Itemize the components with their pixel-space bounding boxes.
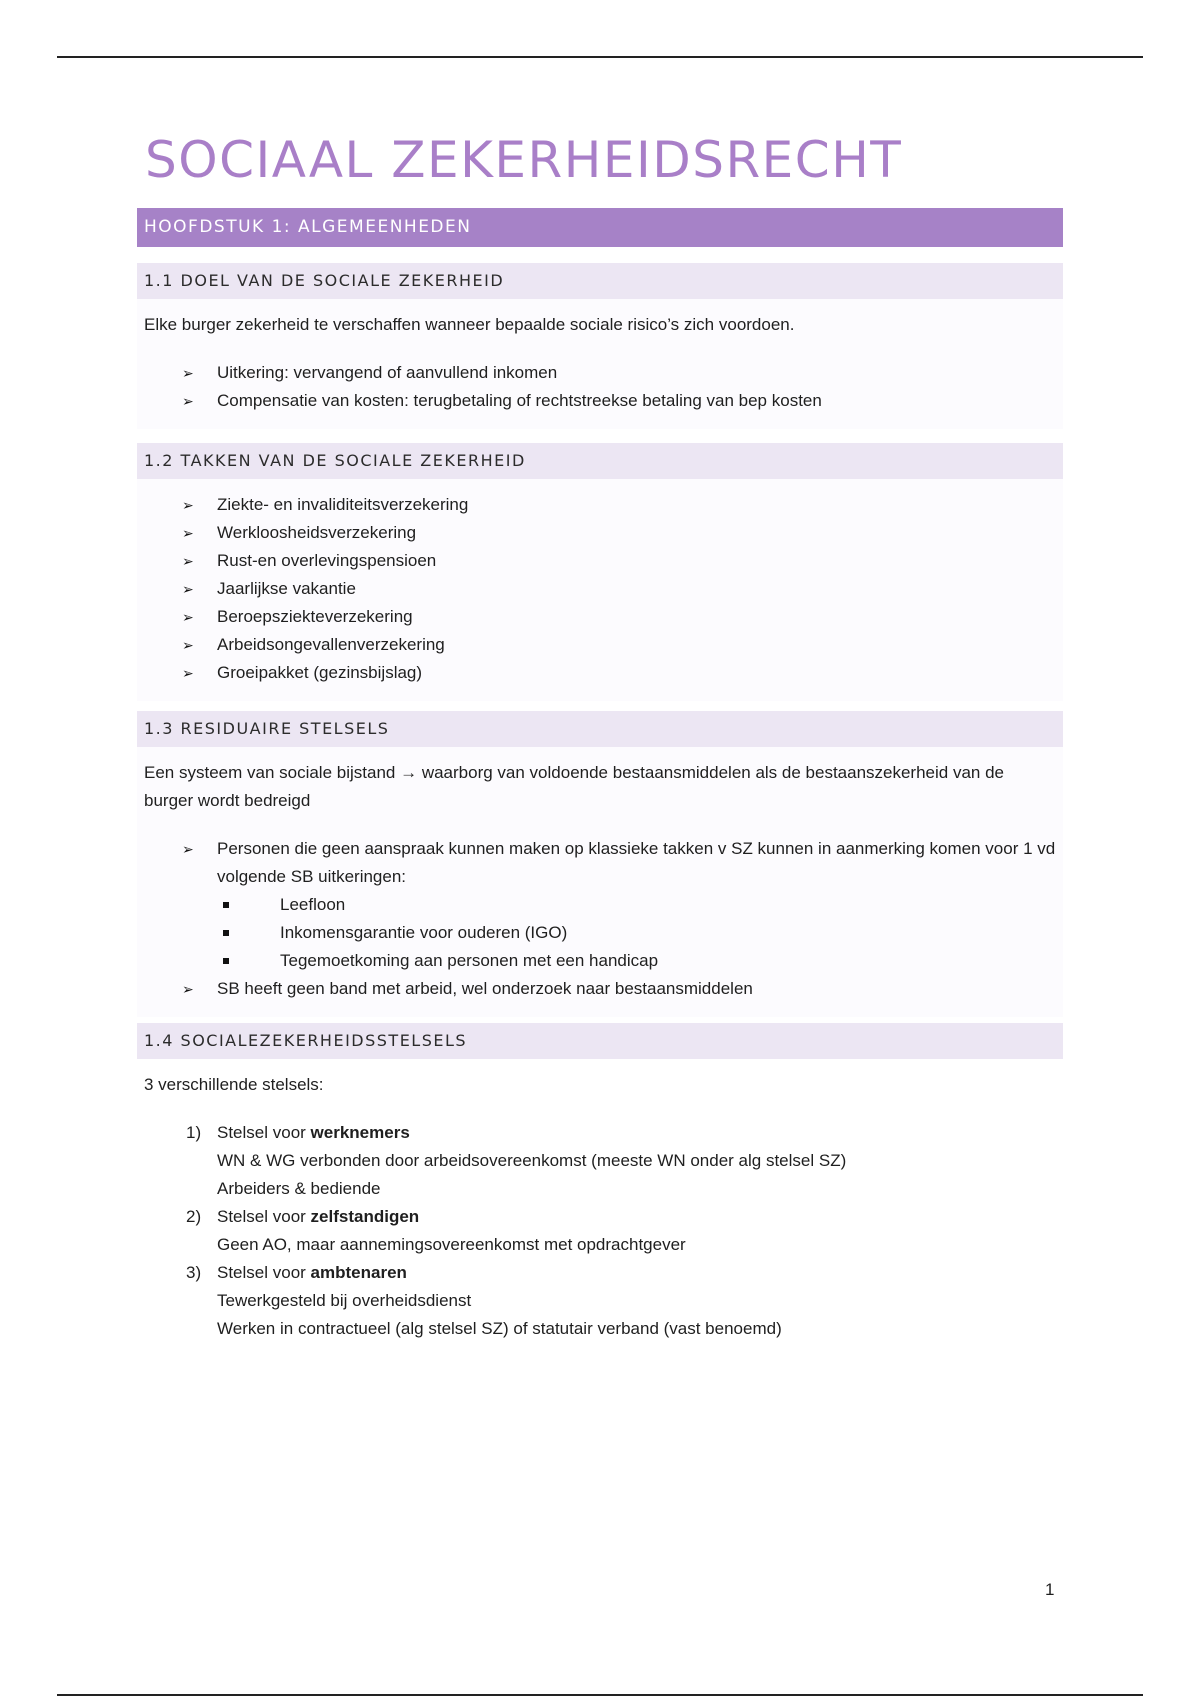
- list-item: ➢ Beroepsziekteverzekering: [144, 603, 1056, 631]
- arrow-bullet-icon: ➢: [182, 581, 194, 597]
- page-number: 1: [1045, 1580, 1055, 1599]
- sub-list-item: Leefloon: [217, 891, 1056, 919]
- list-item: ➢ Groeipakket (gezinsbijslag): [144, 659, 1056, 687]
- arrow-bullet-icon: ➢: [182, 525, 194, 541]
- bullet-list: [144, 835, 1056, 1003]
- arrow-bullet-icon: ➢: [182, 609, 194, 625]
- list-item: ➢ Arbeidsongevallenverzekering: [144, 631, 1056, 659]
- chapter-heading: HOOFDSTUK 1: ALGEMEENHEDEN: [137, 208, 1063, 247]
- list-item: ➢ Werkloosheidsverzekering: [144, 519, 1056, 547]
- sub-list-item: Tegemoetkoming aan personen met een handicap: [217, 947, 1056, 975]
- bottom-rule: [57, 1694, 1143, 1696]
- section-body: [137, 1059, 1063, 1357]
- paragraph: Een systeem van sociale bijstand → waarborg van voldoende bestaansmiddelen als de bestaanszekerheid van de burger wordt bedreigd: [144, 763, 1005, 810]
- paragraph: 3 verschillende stelsels:: [144, 1075, 324, 1094]
- square-bullet-icon: [223, 958, 229, 964]
- list-item: ➢ Personen die geen aanspraak kunnen maken op klassieke takken v SZ kunnen in aanmerking komen voor 1 vd volgende SB uitkeringen: Leefloon Inkomensgarantie voor ouderen (IGO) Tegemoetkoming aan personen met een handicap: [144, 835, 1056, 975]
- section-heading: 1.1 DOEL VAN DE SOCIALE ZEKERHEID: [137, 263, 1063, 299]
- arrow-bullet-icon: ➢: [182, 497, 194, 513]
- section-heading: 1.4 SOCIALEZEKERHEIDSSTELSELS: [137, 1023, 1063, 1059]
- list-item: ➢ Compensatie van kosten: terugbetaling of rechtstreekse betaling van bep kosten: [144, 387, 1056, 415]
- section-body: [137, 479, 1063, 701]
- arrow-bullet-icon: ➢: [182, 981, 194, 997]
- arrow-bullet-icon: ➢: [182, 553, 194, 569]
- sub-list-item: Inkomensgarantie voor ouderen (IGO): [217, 919, 1056, 947]
- top-rule: [57, 56, 1143, 58]
- arrow-bullet-icon: ➢: [182, 393, 194, 409]
- numbered-list: [144, 1119, 1056, 1343]
- section-body: [137, 747, 1063, 1017]
- paragraph: Elke burger zekerheid te verschaffen wanneer bepaalde sociale risico’s zich voordoen.: [144, 315, 795, 334]
- list-item: 2) Stelsel voor zelfstandigen Geen AO, maar aannemingsovereenkomst met opdrachtgever: [186, 1207, 686, 1254]
- list-item: 3) Stelsel voor ambtenaren Tewerkgesteld bij overheidsdienst Werken in contractueel (alg stelsel SZ) of statutair verband (vast benoemd): [186, 1263, 782, 1338]
- bullet-list: [144, 491, 1056, 687]
- arrow-bullet-icon: ➢: [182, 665, 194, 681]
- section-body: [137, 299, 1063, 429]
- arrow-bullet-icon: ➢: [182, 365, 194, 381]
- arrow-bullet-icon: ➢: [182, 637, 194, 653]
- list-item: ➢ Rust-en overlevingspensioen: [144, 547, 1056, 575]
- list-item: ➢ Uitkering: vervangend of aanvullend inkomen: [144, 359, 1056, 387]
- square-bullet-icon: [223, 930, 229, 936]
- section-heading: 1.3 RESIDUAIRE STELSELS: [137, 711, 1063, 747]
- right-arrow-icon: →: [400, 763, 418, 782]
- square-bullet-icon: [223, 902, 229, 908]
- section-heading: 1.2 TAKKEN VAN DE SOCIALE ZEKERHEID: [137, 443, 1063, 479]
- list-item: ➢ Ziekte- en invaliditeitsverzekering: [144, 491, 1056, 519]
- list-item: 1) Stelsel voor werknemers WN & WG verbonden door arbeidsovereenkomst (meeste WN onder alg stelsel SZ) Arbeiders & bediende: [186, 1123, 847, 1198]
- arrow-bullet-icon: ➢: [182, 841, 194, 857]
- sub-bullet-list: [217, 891, 1056, 975]
- document-title: SOCIAAL ZEKERHEIDSRECHT: [145, 131, 903, 189]
- list-item: ➢ SB heeft geen band met arbeid, wel onderzoek naar bestaansmiddelen: [144, 975, 1056, 1003]
- document-content: [137, 130, 1063, 1357]
- list-item: ➢ Jaarlijkse vakantie: [144, 575, 1056, 603]
- bullet-list: [144, 359, 1056, 415]
